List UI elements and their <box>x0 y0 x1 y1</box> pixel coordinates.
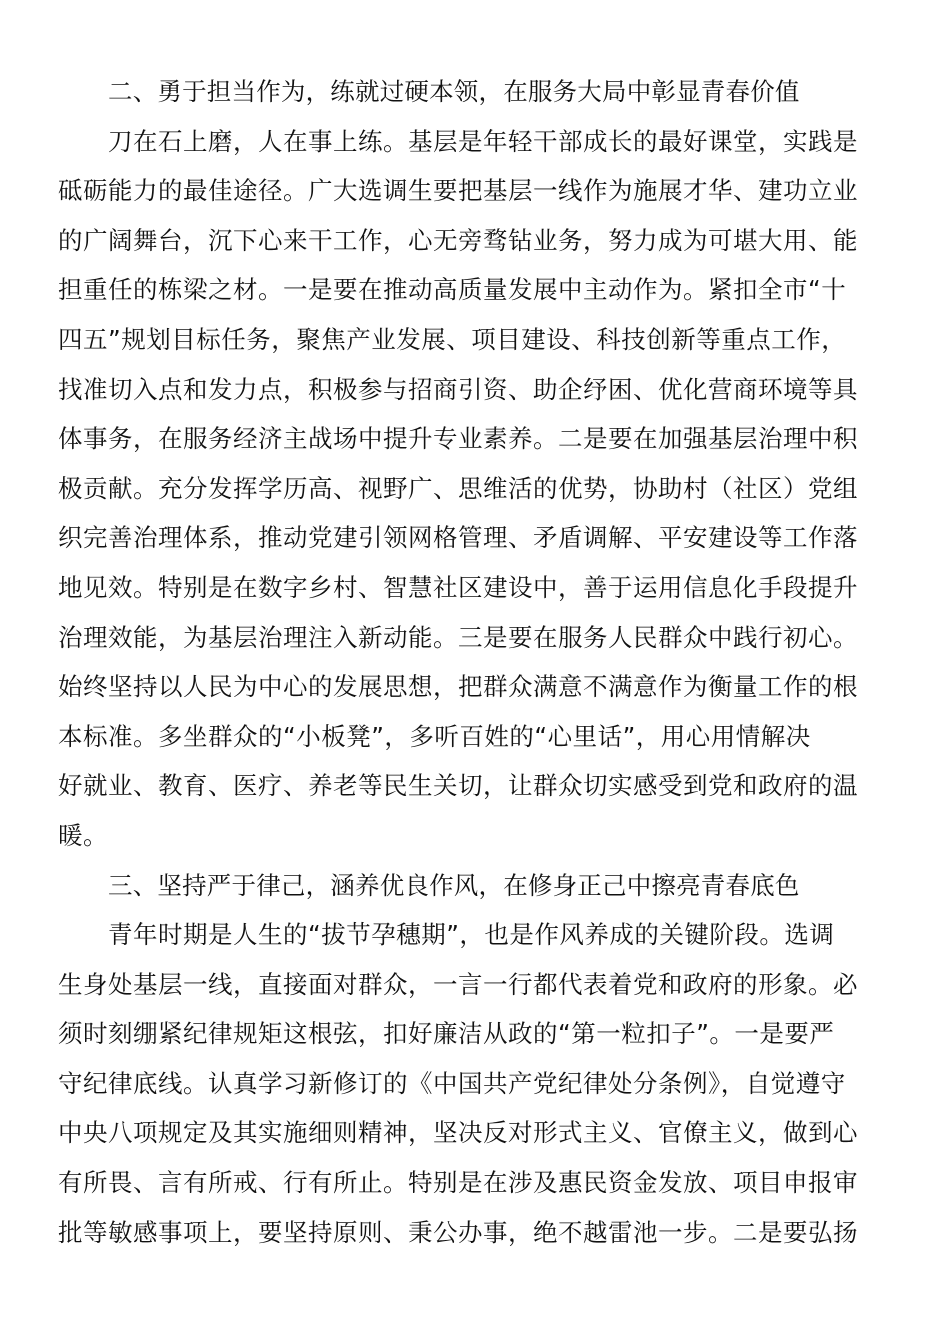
paragraph-line: 有所畏、言有所戒、行有所止。特别是在涉及惠民资金发放、项目申报审 <box>58 1168 858 1198</box>
paragraph-line: 织完善治理体系，推动党建引领网格管理、矛盾调解、平安建设等工作落 <box>58 523 858 553</box>
paragraph-line: 地见效。特别是在数字乡村、智慧社区建设中，善于运用信息化手段提升 <box>58 572 858 602</box>
body-paragraph <box>58 910 878 1257</box>
section-2 <box>58 67 878 861</box>
paragraph-line: 守纪律底线。认真学习新修订的《中国共产党纪律处分条例》，自觉遵守 <box>58 1068 846 1098</box>
paragraph-line: 治理效能，为基层治理注入新动能。三是要在服务人民群众中践行初心。 <box>58 622 858 652</box>
paragraph-line: 青年时期是人生的“拔节孕穗期”，也是作风养成的关键阶段。选调 <box>108 920 835 950</box>
paragraph-line: 四五”规划目标任务，聚焦产业发展、项目建设、科技创新等重点工作， <box>58 324 847 354</box>
section-3 <box>58 861 878 1258</box>
heading-text: 二、勇于担当作为，练就过硬本领，在服务大局中彰显青春价值 <box>108 77 800 106</box>
paragraph-line: 砥砺能力的最佳途径。广大选调生要把基层一线作为施展才华、建功立业 <box>58 176 858 206</box>
paragraph-line: 始终坚持以人民为中心的发展思想，把群众满意不满意作为衡量工作的根 <box>58 672 858 702</box>
section-heading <box>58 67 878 117</box>
paragraph-line: 的广阔舞台，沉下心来干工作，心无旁骛钻业务，努力成为可堪大用、能 <box>58 225 858 255</box>
paragraph-line: 中央八项规定及其实施细则精神，坚决反对形式主义、官僚主义，做到心 <box>58 1118 858 1148</box>
body-paragraph <box>58 117 878 861</box>
paragraph-line: 极贡献。充分发挥学历高、视野广、思维活的优势，协助村（社区）党组 <box>58 473 858 503</box>
paragraph-line: 好就业、教育、医疗、养老等民生关切，让群众切实感受到党和政府的温 <box>58 771 858 801</box>
paragraph-line: 体事务，在服务经济主战场中提升专业素养。二是要在加强基层治理中积 <box>58 424 858 454</box>
paragraph-line: 须时刻绷紧纪律规矩这根弦，扣好廉洁从政的“第一粒扣子”。一是要严 <box>58 1019 835 1049</box>
paragraph-line: 暖。 <box>58 820 108 850</box>
paragraph-line: 批等敏感事项上，要坚持原则、秉公办事，绝不越雷池一步。二是要弘扬 <box>58 1217 858 1247</box>
paragraph-line: 生身处基层一线，直接面对群众，一言一行都代表着党和政府的形象。必 <box>58 969 858 999</box>
section-heading <box>58 861 878 911</box>
document-page <box>58 67 878 1257</box>
paragraph-line: 担重任的栋梁之材。一是要在推动高质量发展中主动作为。紧扣全市“十 <box>58 275 847 305</box>
heading-text: 三、坚持严于律己，涵养优良作风，在修身正己中擦亮青春底色 <box>108 870 800 900</box>
paragraph-line: 本标准。多坐群众的“小板凳”，多听百姓的“心里话”，用心用情解决 <box>58 721 811 751</box>
paragraph-line: 找准切入点和发力点，积极参与招商引资、助企纾困、优化营商环境等具 <box>58 374 858 404</box>
paragraph-line: 刀在石上磨，人在事上练。基层是年轻干部成长的最好课堂，实践是 <box>108 126 858 156</box>
